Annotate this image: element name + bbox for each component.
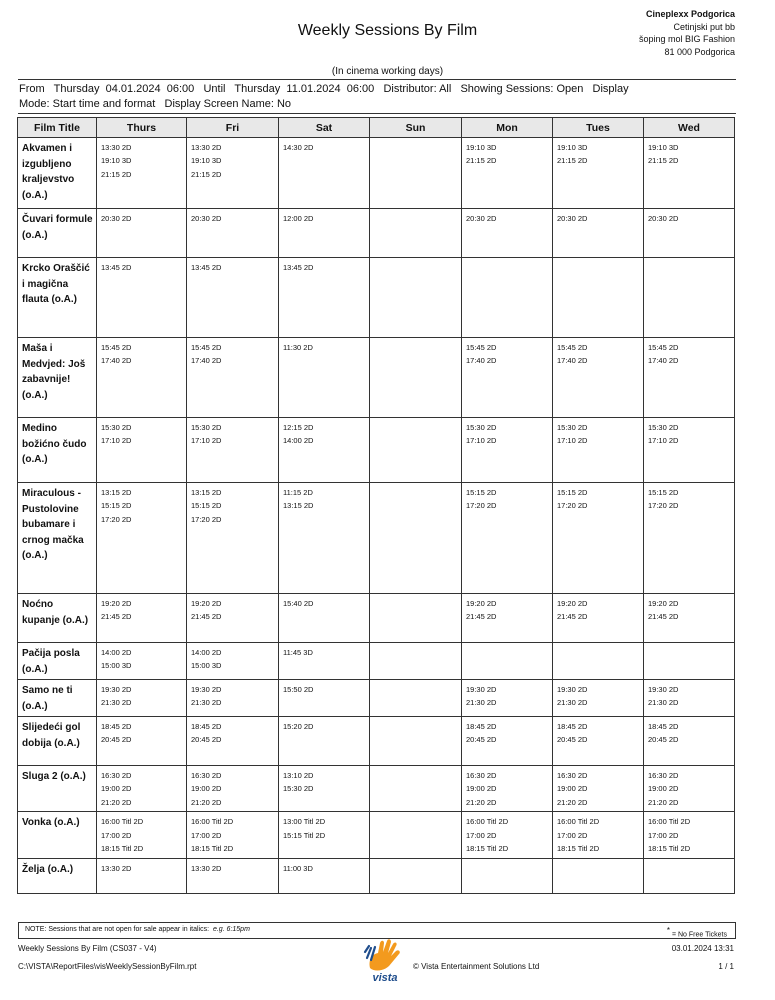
session-time: 14:00 2D bbox=[191, 648, 222, 657]
session-cell bbox=[462, 258, 553, 338]
session-time: 21:20 2D bbox=[191, 797, 222, 807]
session-cell bbox=[462, 338, 553, 418]
session-time: 13:10 2D bbox=[283, 771, 314, 780]
session-time: 15:45 2D bbox=[101, 343, 132, 352]
session-cell bbox=[370, 643, 462, 680]
session-time: 18:45 2D bbox=[101, 722, 132, 731]
cinema-address-line: Cetinjski put bb bbox=[673, 21, 735, 32]
session-cell bbox=[279, 418, 370, 483]
session-time: 17:10 2D bbox=[101, 436, 132, 446]
film-title-cell: Akvamen i izgubljeno kraljevstvo (o.A.) bbox=[18, 138, 97, 209]
session-time: 19:00 2D bbox=[466, 784, 497, 794]
session-time: 21:45 2D bbox=[191, 612, 222, 622]
session-cell bbox=[553, 717, 644, 766]
session-cell bbox=[462, 594, 553, 643]
session-time: 18:45 2D bbox=[648, 722, 679, 731]
session-time: 15:30 2D bbox=[557, 423, 588, 432]
session-time: 13:30 2D bbox=[191, 143, 222, 152]
session-time: 21:20 2D bbox=[466, 797, 497, 807]
session-time: 16:30 2D bbox=[466, 771, 497, 780]
session-time: 21:30 2D bbox=[557, 698, 588, 708]
session-cell bbox=[553, 680, 644, 717]
session-time: 21:45 2D bbox=[466, 612, 497, 622]
table-row bbox=[18, 418, 735, 483]
session-time: 15:30 2D bbox=[101, 423, 132, 432]
session-cell bbox=[97, 717, 187, 766]
session-cell bbox=[279, 483, 370, 594]
session-time: 18:45 2D bbox=[466, 722, 497, 731]
vista-logo-word: vista bbox=[372, 972, 398, 984]
film-title-cell: Noćno kupanje (o.A.) bbox=[18, 594, 97, 643]
session-time: 13:45 2D bbox=[283, 263, 314, 272]
free-tickets-note bbox=[667, 926, 727, 938]
session-cell bbox=[187, 594, 279, 643]
session-time: 18:15 Titl 2D bbox=[101, 844, 144, 854]
session-cell bbox=[462, 643, 553, 680]
filter-line: From Thursday 04.01.2024 06:00 Until Thursday 11.01.2024 06:00 Distributor: All Showing Sessions: Open Display bbox=[19, 83, 629, 95]
session-cell bbox=[644, 258, 735, 338]
session-time: 15:15 2D bbox=[557, 488, 588, 497]
column-header-wed: Wed bbox=[644, 118, 735, 138]
session-cell bbox=[370, 680, 462, 717]
print-datetime: 03.01.2024 13:31 bbox=[671, 944, 734, 953]
session-time: 19:10 3D bbox=[101, 156, 132, 166]
film-title-cell: Samo ne ti (o.A.) bbox=[18, 680, 97, 717]
session-time: 21:15 2D bbox=[191, 169, 222, 179]
film-title-cell: Sluga 2 (o.A.) bbox=[18, 766, 97, 812]
session-time: 12:15 2D bbox=[283, 423, 314, 432]
session-cell bbox=[370, 594, 462, 643]
session-time: 19:00 2D bbox=[648, 784, 679, 794]
session-cell bbox=[279, 138, 370, 209]
session-time: 18:15 Titl 2D bbox=[557, 844, 600, 854]
session-time: 13:30 2D bbox=[101, 143, 132, 152]
session-cell bbox=[97, 258, 187, 338]
session-cell bbox=[370, 859, 462, 894]
session-cell bbox=[187, 766, 279, 812]
session-time: 21:45 2D bbox=[557, 612, 588, 622]
session-time: 19:20 2D bbox=[466, 599, 497, 608]
session-time: 16:30 2D bbox=[648, 771, 679, 780]
session-cell bbox=[97, 138, 187, 209]
session-time: 14:00 2D bbox=[283, 436, 314, 446]
column-header-film-title: Film Title bbox=[18, 118, 97, 138]
session-time: 15:00 3D bbox=[191, 661, 222, 671]
session-time: 13:15 2D bbox=[101, 488, 132, 497]
session-cell bbox=[462, 859, 553, 894]
film-title-cell: Vonka (o.A.) bbox=[18, 812, 97, 859]
session-cell bbox=[370, 209, 462, 258]
session-cell bbox=[644, 859, 735, 894]
session-time: 17:00 2D bbox=[191, 830, 222, 840]
session-cell bbox=[97, 418, 187, 483]
session-cell bbox=[370, 812, 462, 859]
session-cell bbox=[370, 766, 462, 812]
session-time: 17:20 2D bbox=[648, 501, 679, 511]
session-time: 17:00 2D bbox=[557, 830, 588, 840]
session-time: 17:40 2D bbox=[557, 356, 588, 366]
session-time: 13:30 2D bbox=[191, 864, 222, 874]
session-time: 15:15 2D bbox=[191, 501, 222, 511]
session-time: 11:00 3D bbox=[283, 864, 313, 874]
column-header-tues: Tues bbox=[553, 118, 644, 138]
session-time: 18:45 2D bbox=[557, 722, 588, 731]
session-time: 19:20 2D bbox=[557, 599, 588, 608]
session-time: 14:30 2D bbox=[283, 143, 314, 152]
session-time: 19:10 3D bbox=[648, 143, 679, 152]
session-time: 15:15 Titl 2D bbox=[283, 830, 326, 840]
page-number: 1 / 1 bbox=[718, 962, 734, 971]
session-cell bbox=[279, 209, 370, 258]
session-time: 15:45 2D bbox=[648, 343, 679, 352]
sessions-note-text: NOTE: Sessions that are not open for sale appear in italics: bbox=[25, 926, 210, 933]
session-time: 21:15 2D bbox=[466, 156, 497, 166]
session-time: 21:45 2D bbox=[648, 612, 679, 622]
cinema-address-line: šoping mol BIG Fashion bbox=[638, 34, 735, 44]
session-cell bbox=[187, 258, 279, 338]
session-cell bbox=[279, 812, 370, 859]
filter-summary bbox=[19, 82, 735, 112]
column-header-sat: Sat bbox=[279, 118, 370, 138]
session-time: 19:20 2D bbox=[101, 599, 132, 608]
table-body bbox=[18, 138, 735, 894]
session-cell bbox=[462, 812, 553, 859]
session-time: 17:20 2D bbox=[191, 514, 222, 524]
session-time: 17:40 2D bbox=[101, 356, 132, 366]
session-cell bbox=[644, 812, 735, 859]
session-cell bbox=[644, 483, 735, 594]
session-time: 13:15 2D bbox=[283, 501, 314, 511]
session-time: 20:45 2D bbox=[101, 735, 132, 745]
film-title-cell: Želja (o.A.) bbox=[18, 859, 97, 894]
session-cell bbox=[97, 859, 187, 894]
session-time: 20:45 2D bbox=[191, 735, 222, 745]
session-time: 16:30 2D bbox=[101, 771, 132, 780]
session-time: 17:00 2D bbox=[648, 830, 679, 840]
session-cell bbox=[553, 418, 644, 483]
session-cell bbox=[644, 717, 735, 766]
session-time: 12:00 2D bbox=[283, 214, 314, 223]
table-row bbox=[18, 594, 735, 643]
table-row bbox=[18, 138, 735, 209]
film-title-cell: Čuvari formule (o.A.) bbox=[18, 209, 97, 258]
session-time: 17:20 2D bbox=[466, 501, 497, 511]
session-cell bbox=[97, 643, 187, 680]
film-title-cell: Pačija posla (o.A.) bbox=[18, 643, 97, 680]
session-time: 17:20 2D bbox=[557, 501, 588, 511]
session-cell bbox=[97, 766, 187, 812]
session-cell bbox=[553, 209, 644, 258]
report-subtitle: (In cinema working days) bbox=[331, 66, 444, 77]
film-title-cell: Maša i Medvjed: Još zabavnije! (o.A.) bbox=[18, 338, 97, 418]
session-time: 20:45 2D bbox=[466, 735, 497, 745]
session-cell bbox=[97, 338, 187, 418]
session-time: 18:45 2D bbox=[191, 722, 222, 731]
table-row bbox=[18, 766, 735, 812]
session-time: 17:10 2D bbox=[648, 436, 679, 446]
session-cell bbox=[97, 209, 187, 258]
session-time: 15:30 2D bbox=[466, 423, 497, 432]
session-time: 16:00 Titl 2D bbox=[466, 817, 509, 827]
cinema-address-line: 81 000 Podgorica bbox=[664, 46, 735, 57]
session-time: 19:00 2D bbox=[101, 784, 132, 794]
session-cell bbox=[279, 680, 370, 717]
session-time: 17:40 2D bbox=[466, 356, 497, 366]
session-cell bbox=[370, 138, 462, 209]
session-time: 15:30 2D bbox=[648, 423, 679, 432]
column-header-fri: Fri bbox=[187, 118, 279, 138]
session-time: 11:15 2D bbox=[283, 488, 313, 497]
session-time: 19:10 3D bbox=[191, 156, 222, 166]
session-cell bbox=[553, 859, 644, 894]
table-row bbox=[18, 859, 735, 894]
vista-logo bbox=[362, 938, 408, 988]
session-cell bbox=[644, 338, 735, 418]
session-time: 20:30 2D bbox=[101, 214, 132, 223]
filter-line: Mode: Start time and format Display Screen Name: No bbox=[19, 98, 292, 110]
session-cell bbox=[279, 643, 370, 680]
session-time: 20:30 2D bbox=[466, 214, 497, 223]
session-time: 20:30 2D bbox=[557, 214, 588, 223]
session-cell bbox=[187, 859, 279, 894]
session-time: 13:00 Titl 2D bbox=[283, 817, 326, 827]
session-time: 17:20 2D bbox=[101, 514, 132, 524]
session-cell bbox=[187, 643, 279, 680]
session-cell bbox=[279, 859, 370, 894]
session-cell bbox=[462, 418, 553, 483]
table-row bbox=[18, 717, 735, 766]
film-title-cell: Medino božićno čudo (o.A.) bbox=[18, 418, 97, 483]
table-row bbox=[18, 209, 735, 258]
session-time: 15:00 3D bbox=[101, 661, 132, 671]
column-header-mon: Mon bbox=[462, 118, 553, 138]
session-cell bbox=[644, 138, 735, 209]
session-time: 20:45 2D bbox=[648, 735, 679, 745]
session-time: 21:20 2D bbox=[557, 797, 588, 807]
table-row bbox=[18, 680, 735, 717]
session-time: 21:30 2D bbox=[191, 698, 222, 708]
session-time: 15:45 2D bbox=[557, 343, 588, 352]
free-tickets-text: = No Free Tickets bbox=[671, 931, 727, 939]
session-cell bbox=[644, 209, 735, 258]
session-time: 21:30 2D bbox=[101, 698, 132, 708]
free-tickets-star: * bbox=[666, 926, 670, 935]
session-time: 19:20 2D bbox=[191, 599, 222, 608]
session-time: 19:30 2D bbox=[466, 685, 497, 694]
session-cell bbox=[187, 338, 279, 418]
session-cell bbox=[644, 418, 735, 483]
session-cell bbox=[553, 812, 644, 859]
session-time: 18:15 Titl 2D bbox=[466, 844, 509, 854]
session-time: 15:30 2D bbox=[283, 784, 314, 794]
session-time: 17:00 2D bbox=[466, 830, 497, 840]
session-cell bbox=[462, 138, 553, 209]
session-cell bbox=[644, 680, 735, 717]
session-cell bbox=[370, 483, 462, 594]
report-path: C:\VISTA\ReportFiles\visWeeklySessionByFilm.rpt bbox=[18, 962, 197, 971]
table-row bbox=[18, 483, 735, 594]
session-cell bbox=[97, 483, 187, 594]
session-cell bbox=[553, 338, 644, 418]
session-time: 21:15 2D bbox=[648, 156, 679, 166]
session-time: 15:30 2D bbox=[191, 423, 222, 432]
session-time: 21:15 2D bbox=[101, 169, 132, 179]
session-time: 11:30 2D bbox=[283, 343, 313, 352]
session-cell bbox=[553, 258, 644, 338]
session-time: 13:45 2D bbox=[101, 263, 132, 272]
session-cell bbox=[370, 418, 462, 483]
session-cell bbox=[644, 643, 735, 680]
session-time: 19:00 2D bbox=[557, 784, 588, 794]
session-time: 19:00 2D bbox=[191, 784, 222, 794]
session-cell bbox=[553, 643, 644, 680]
session-time: 16:00 Titl 2D bbox=[101, 817, 144, 827]
session-cell bbox=[370, 717, 462, 766]
session-time: 15:20 2D bbox=[283, 722, 314, 731]
session-time: 15:45 2D bbox=[191, 343, 222, 352]
session-time: 15:50 2D bbox=[283, 685, 314, 694]
session-time: 19:30 2D bbox=[191, 685, 222, 694]
table-header-row bbox=[18, 118, 735, 138]
session-cell bbox=[279, 594, 370, 643]
film-title-cell: Slijedeći gol dobija (o.A.) bbox=[18, 717, 97, 766]
session-time: 19:10 3D bbox=[557, 143, 588, 152]
film-title-cell: Krcko Oraščić i magična flauta (o.A.) bbox=[18, 258, 97, 338]
session-time: 17:10 2D bbox=[557, 436, 588, 446]
session-cell bbox=[462, 209, 553, 258]
report-title: Weekly Sessions By Film bbox=[297, 22, 478, 39]
note-box bbox=[18, 922, 736, 939]
session-time: 19:10 3D bbox=[466, 143, 497, 152]
session-time: 19:30 2D bbox=[648, 685, 679, 694]
session-time: 15:15 2D bbox=[101, 501, 132, 511]
session-time: 21:20 2D bbox=[101, 797, 132, 807]
session-time: 21:30 2D bbox=[648, 698, 679, 708]
divider bbox=[18, 79, 736, 80]
session-cell bbox=[97, 680, 187, 717]
session-time: 13:30 2D bbox=[101, 864, 132, 874]
session-time: 17:00 2D bbox=[101, 830, 132, 840]
table-row bbox=[18, 812, 735, 859]
session-time: 21:15 2D bbox=[557, 156, 588, 166]
session-cell bbox=[187, 138, 279, 209]
session-cell bbox=[462, 766, 553, 812]
session-time: 21:20 2D bbox=[648, 797, 679, 807]
table-row bbox=[18, 258, 735, 338]
session-time: 17:10 2D bbox=[466, 436, 497, 446]
session-cell bbox=[187, 209, 279, 258]
session-time: 13:45 2D bbox=[191, 263, 222, 272]
session-time: 15:15 2D bbox=[466, 488, 497, 497]
session-cell bbox=[644, 766, 735, 812]
session-time: 20:45 2D bbox=[557, 735, 588, 745]
session-cell bbox=[187, 483, 279, 594]
session-time: 17:10 2D bbox=[191, 436, 222, 446]
session-time: 21:30 2D bbox=[466, 698, 497, 708]
session-cell bbox=[553, 766, 644, 812]
column-header-sun: Sun bbox=[370, 118, 462, 138]
session-cell bbox=[187, 680, 279, 717]
session-cell bbox=[370, 258, 462, 338]
session-time: 16:00 Titl 2D bbox=[191, 817, 234, 827]
session-cell bbox=[279, 338, 370, 418]
session-time: 15:40 2D bbox=[283, 599, 314, 608]
session-time: 16:30 2D bbox=[557, 771, 588, 780]
divider bbox=[18, 113, 736, 114]
cinema-name: Cineplexx Podgorica bbox=[645, 9, 735, 19]
session-cell bbox=[553, 483, 644, 594]
sessions-note bbox=[25, 926, 250, 933]
session-cell bbox=[462, 483, 553, 594]
session-time: 21:45 2D bbox=[101, 612, 132, 622]
sessions-table bbox=[17, 117, 735, 894]
cinema-block bbox=[639, 8, 735, 58]
session-time: 16:00 Titl 2D bbox=[648, 817, 691, 827]
copyright: © Vista Entertainment Solutions Ltd bbox=[413, 962, 540, 971]
table-row bbox=[18, 338, 735, 418]
session-time: 16:00 Titl 2D bbox=[557, 817, 600, 827]
session-time: 17:40 2D bbox=[191, 356, 222, 366]
table-row bbox=[18, 643, 735, 680]
session-time: 19:30 2D bbox=[101, 685, 132, 694]
report-name: Weekly Sessions By Film (CS037 - V4) bbox=[18, 944, 157, 953]
session-cell bbox=[462, 717, 553, 766]
session-time: 19:20 2D bbox=[648, 599, 679, 608]
session-time: 18:15 Titl 2D bbox=[648, 844, 691, 854]
session-time: 13:15 2D bbox=[191, 488, 222, 497]
session-time: 11:45 3D bbox=[283, 648, 313, 657]
session-cell bbox=[279, 766, 370, 812]
session-cell bbox=[644, 594, 735, 643]
session-time: 18:15 Titl 2D bbox=[191, 844, 234, 854]
session-time: 16:30 2D bbox=[191, 771, 222, 780]
session-cell bbox=[187, 418, 279, 483]
session-time: 15:45 2D bbox=[466, 343, 497, 352]
film-title-cell: Miraculous - Pustolovine bubamare i crnog mačka (o.A.) bbox=[18, 483, 97, 594]
session-cell bbox=[97, 812, 187, 859]
session-time: 20:30 2D bbox=[191, 214, 222, 223]
session-cell bbox=[553, 138, 644, 209]
sessions-note-example: e.g. 6:15pm bbox=[212, 926, 250, 933]
session-time: 15:15 2D bbox=[648, 488, 679, 497]
session-time: 20:30 2D bbox=[648, 214, 679, 223]
session-time: 17:40 2D bbox=[648, 356, 679, 366]
session-cell bbox=[187, 717, 279, 766]
session-cell bbox=[187, 812, 279, 859]
session-cell bbox=[370, 338, 462, 418]
session-cell bbox=[97, 594, 187, 643]
session-time: 19:30 2D bbox=[557, 685, 588, 694]
session-time: 14:00 2D bbox=[101, 648, 132, 657]
session-cell bbox=[279, 717, 370, 766]
session-cell bbox=[462, 680, 553, 717]
column-header-thurs: Thurs bbox=[97, 118, 187, 138]
session-cell bbox=[553, 594, 644, 643]
session-cell bbox=[279, 258, 370, 338]
vista-hand-icon bbox=[362, 938, 408, 974]
